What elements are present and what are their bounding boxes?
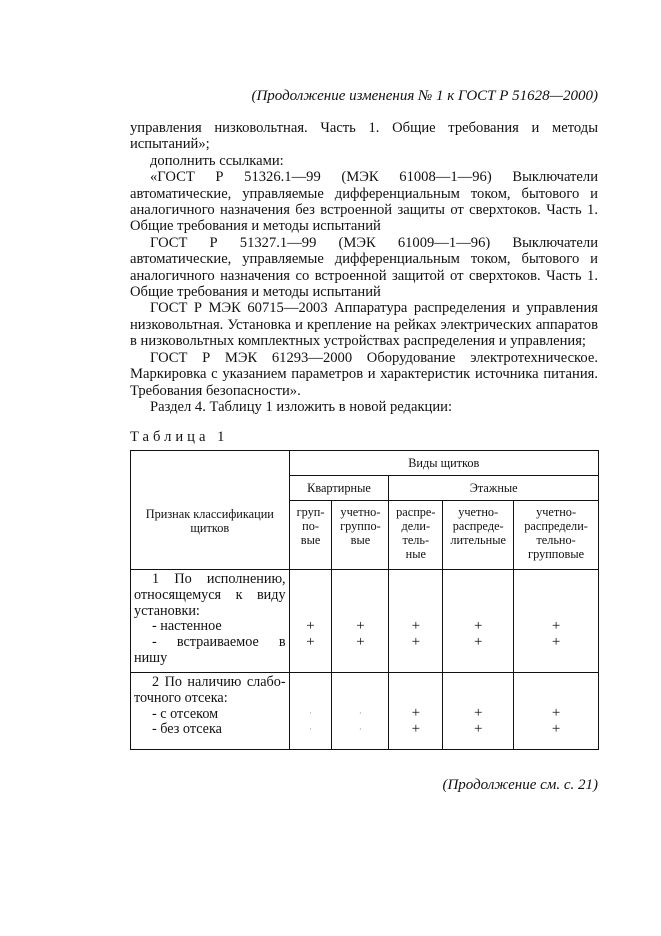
mark-cell: + + [514,673,599,750]
group-header-types: Виды щитков [289,451,598,476]
paragraph: «ГОСТ Р 51326.1—99 (МЭК 61008—1—96) Выключатели автоматические, управляемые дифференциальным током, бытового и аналогичного назначения без встроенной защиты от сверхтоков. Часть 1. Общие требования и методы испытаний [130,169,598,235]
mark-cell: + + [389,570,443,673]
column-header-feature: Признак классификации щитков [131,451,290,570]
row-label-recessed-cont: нишу [134,649,168,666]
mark-cell: · · [332,673,389,750]
row-label-without-compartment: - без отсека [152,721,222,738]
column-header: распре- дели- тель- ные [389,501,443,570]
section-title: точного отсека: [134,689,228,706]
mark-cell: + + [332,570,389,673]
page-footer: (Продолжение см. с. 21) [442,777,598,793]
table-row [131,570,599,673]
paragraph: дополнить ссылками: [150,152,284,169]
mark-cell: + + [389,673,443,750]
classification-table [130,450,599,750]
section-title: относящемуся к виду [134,586,286,603]
paragraph: управления низковольтная. Часть 1. Общие требования и методы испытаний»; [130,120,598,153]
row-label-with-compartment: - с отсеком [152,705,219,722]
group-header-floor: Этажные [389,476,599,501]
paragraph: ГОСТ Р МЭК 60715—2003 Аппаратура распределения и управления низковольтная. Установка и крепление на рейках электрических аппаратов в низковольтных комплектных устройствах распределения и управления; [130,300,598,350]
row-label-wall: - настенное [152,618,222,635]
group-header-apartment: Квартирные [289,476,389,501]
paragraph: ГОСТ Р 51327.1—99 (МЭК 61009—1—96) Выключатели автоматические, управляемые дифференциальным током, бытового и аналогичного назначения со встроенной защитой от сверхтоков. Часть 1. Общие требования и методы испытаний [130,234,598,301]
section-title: установки: [134,602,200,619]
column-header: груп- по- вые [289,501,332,570]
mark-cell: + + [443,570,514,673]
row-label-recessed: - встраиваемое в [152,634,286,651]
mark-cell: · · [289,673,332,750]
column-header: учетно- распредели- тельно- групповые [514,501,599,570]
section-title: 1 По исполнению, [152,571,286,587]
paragraph: ГОСТ Р МЭК 61293—2000 Оборудование электротехническое. Маркировка с указанием параметров и характеристик источника питания. Требования безопасности». [130,349,598,399]
body-text [130,120,598,415]
mark-cell: + + [443,673,514,750]
row-label [131,570,290,673]
page-header: (Продолжение изменения № 1 к ГОСТ Р 51628—2000) [251,88,598,104]
table-row [131,673,599,750]
table-caption: Таблица 1 [130,429,229,445]
mark-cell: + + [289,570,332,673]
mark-cell: + + [514,570,599,673]
column-header: учетно- распреде- лительные [443,501,514,570]
row-label [131,673,290,750]
section-title: 2 По наличию слабо- [152,674,286,690]
column-header: учетно- группо- вые [332,501,389,570]
paragraph: Раздел 4. Таблицу 1 изложить в новой редакции: [150,398,453,415]
